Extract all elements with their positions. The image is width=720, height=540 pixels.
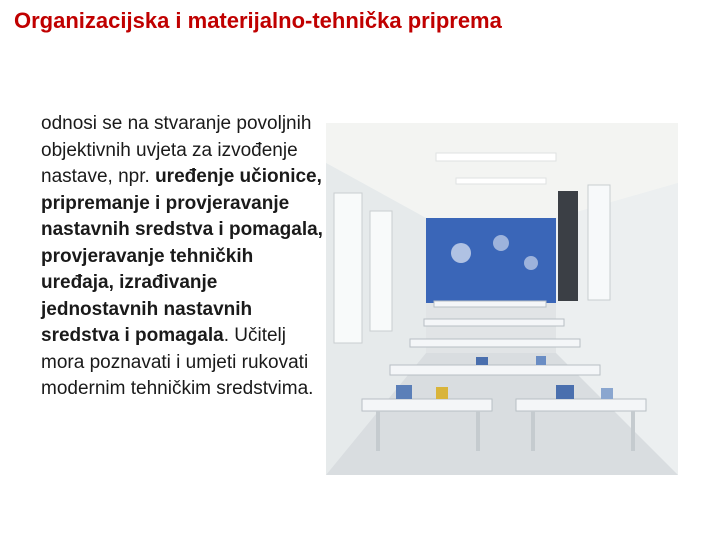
wall-decoration [524, 256, 538, 270]
equipment [396, 385, 412, 399]
desk-leg [476, 411, 480, 451]
desk [362, 399, 492, 411]
wall-decoration [493, 235, 509, 251]
body-text-emphasis: uređenje učionice, pripremanje i provjeravanje nastavnih sredstva i pomagala, provjeravanje tehničkih uređaja, izrađivanje jednostavnih nastavnih sredstva i pomagala [41, 166, 323, 346]
equipment [436, 387, 448, 399]
classroom-illustration [326, 123, 678, 475]
desk-leg [376, 411, 380, 451]
ceiling-light [436, 153, 556, 161]
desk [424, 319, 564, 326]
body-paragraph [41, 111, 326, 403]
slide-title: Organizacijska i materijalno-tehnička priprema [14, 8, 502, 33]
desk [434, 301, 546, 307]
equipment [556, 385, 574, 399]
equipment [476, 357, 488, 365]
body-text-conclusion: . Učitelj mora poznavati i umjeti rukovati modernim tehničkim sredstvima. [41, 325, 314, 399]
desk-leg [631, 411, 635, 451]
ceiling-light [456, 178, 546, 184]
body-text-intro: odnosi se na stvaranje povoljnih objektivnih uvjeta za izvođenje nastave, npr. [41, 113, 312, 187]
equipment [536, 356, 546, 365]
window [334, 193, 362, 343]
window-blinds [558, 191, 578, 301]
classroom-photo [326, 123, 678, 475]
window [588, 185, 610, 300]
equipment [601, 388, 613, 399]
desk [516, 399, 646, 411]
desk [390, 365, 600, 375]
wall-decoration [451, 243, 471, 263]
desk [410, 339, 580, 347]
window [370, 211, 392, 331]
desk-leg [531, 411, 535, 451]
